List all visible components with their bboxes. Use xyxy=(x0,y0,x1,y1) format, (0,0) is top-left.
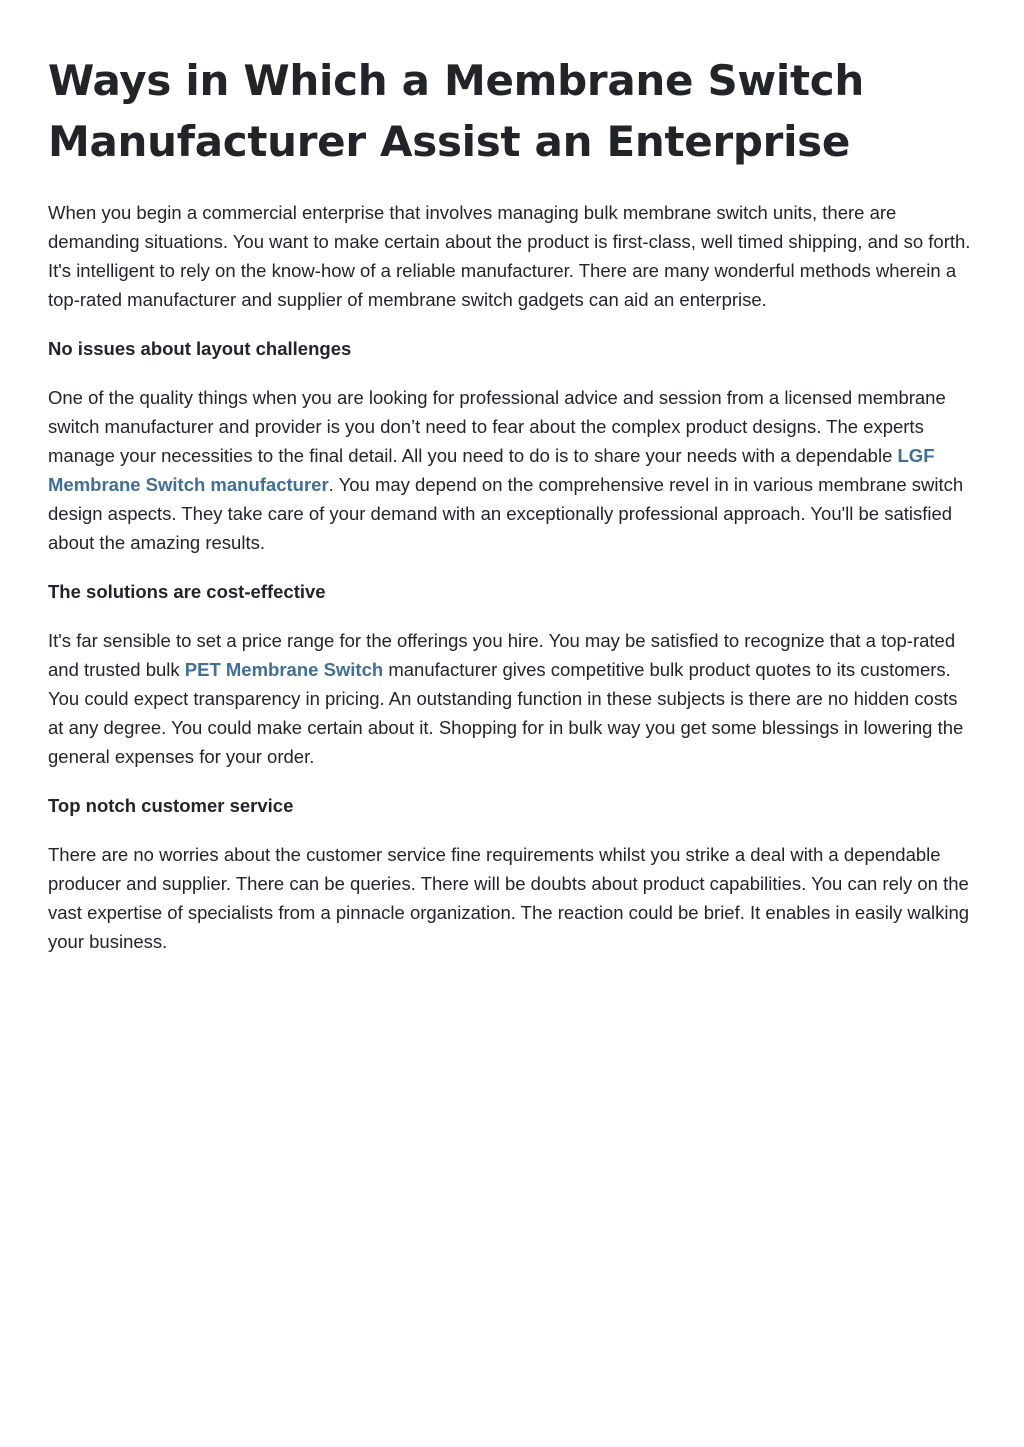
pet-membrane-switch-link[interactable]: PET Membrane Switch xyxy=(184,659,384,680)
paragraph-text: It's far sensible to set a price range for the offerings you hire. You may be satisfied to recognize that a top-rated and trusted bulk xyxy=(48,630,956,680)
paragraph-text: manufacturer gives competitive bulk product quotes to its customers. You could expect transparency in pricing. An outstanding function in these subjects is there are no hidden costs at any degree. You could make certain about it. Shopping for in bulk way you get some blessings in lowering the general expenses for your order. xyxy=(48,659,964,767)
lgf-membrane-switch-link[interactable]: LGF Membrane Switch manufacturer xyxy=(48,445,935,495)
section-heading-layout: No issues about layout challenges xyxy=(48,338,352,359)
page-title: Ways in Which a Membrane Switch Manufacturer Assist an Enterprise xyxy=(48,56,864,166)
section-paragraph-layout xyxy=(48,383,976,557)
paragraph-text: . You may depend on the comprehensive revel in in various membrane switch design aspects. They take care of your demand with an exceptionally professional approach. You'll be satisfied about the amazing results. xyxy=(48,474,964,553)
section-paragraph-service: There are no worries about the customer service fine requirements whilst you strike a deal with a dependable producer and supplier. There can be queries. There will be doubts about product capabilities. You can rely on the vast expertise of specialists from a pinnacle organization. The reaction could be brief. It enables in easily walking your business. xyxy=(48,844,970,952)
intro-paragraph: When you begin a commercial enterprise that involves managing bulk membrane switch units, there are demanding situations. You want to make certain about the product is first-class, well timed shipping, and so forth. It's intelligent to rely on the know-how of a reliable manufacturer. There are many wonderful methods wherein a top-rated manufacturer and supplier of membrane switch gadgets can aid an enterprise. xyxy=(48,202,971,310)
section-paragraph-cost xyxy=(48,626,976,771)
section-heading-cost: The solutions are cost-effective xyxy=(48,581,326,602)
section-heading-service: Top notch customer service xyxy=(48,795,294,816)
paragraph-text: One of the quality things when you are looking for professional advice and session from a licensed membrane switch manufacturer and provider is you don’t need to fear about the complex product designs. The experts manage your necessities to the final detail. All you need to do is to share your needs with a dependable xyxy=(48,387,946,466)
